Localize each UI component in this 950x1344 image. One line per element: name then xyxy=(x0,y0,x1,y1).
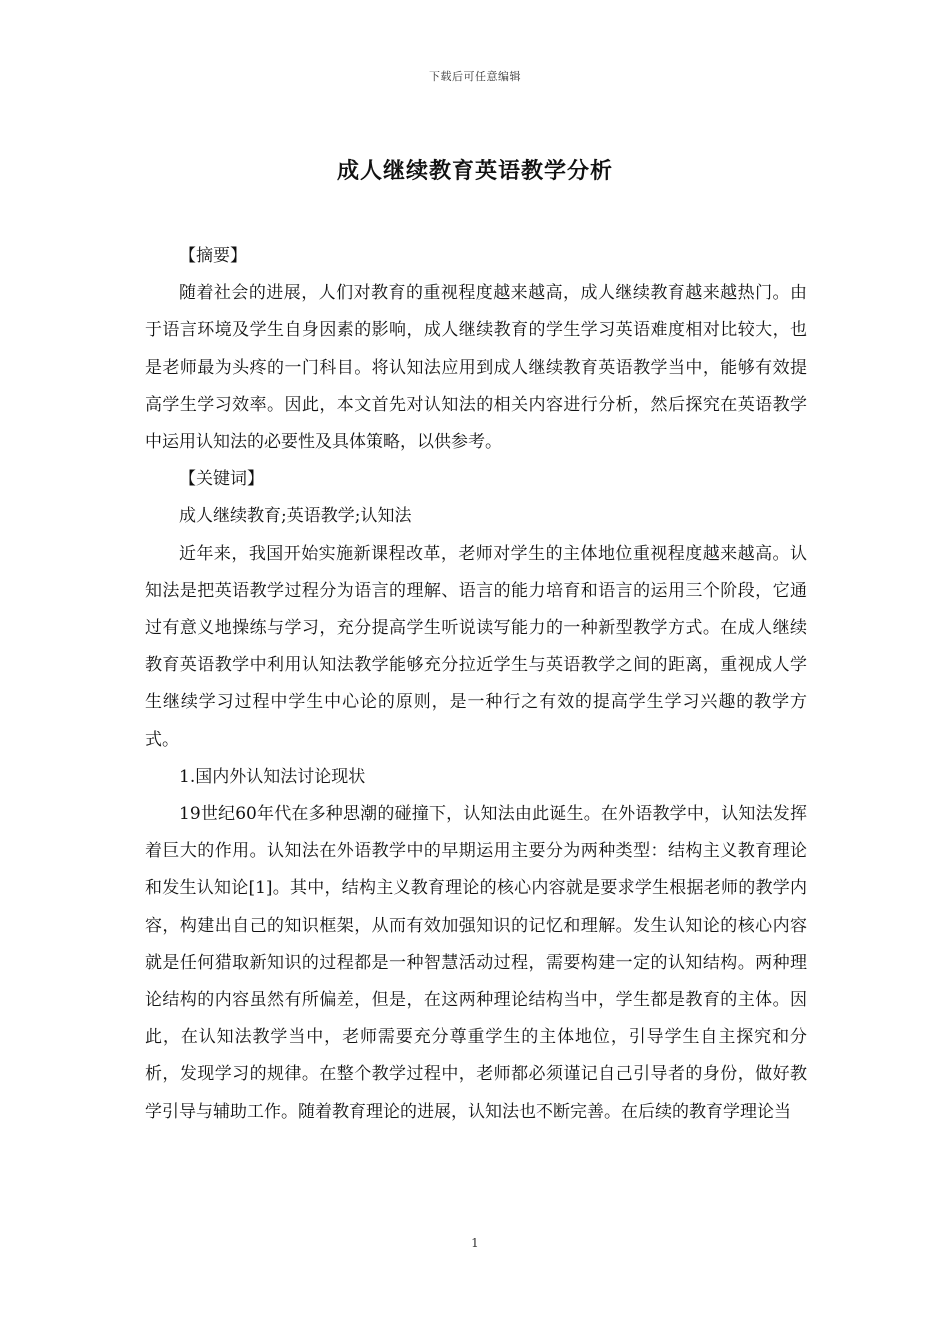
abstract-paragraph: 随着社会的进展，人们对教育的重视程度越来越高，成人继续教育越来越热门。由于语言环境及学生自身因素的影响，成人继续教育的学生学习英语难度相对比较大，也是老师最为头疼的一门科目。将认知法应用到成人继续教育英语教学当中，能够有效提高学生学习效率。因此，本文首先对认知法的相关内容进行分析，然后探究在英语教学中运用认知法的必要性及具体策略，以供参考。 xyxy=(145,283,807,453)
section1-paragraph: 19世纪60年代在多种思潮的碰撞下，认知法由此诞生。在外语教学中，认知法发挥着巨大的作用。认知法在外语教学中的早期运用主要分为两种类型：结构主义教育理论和发生认知论[1]。其中，结构主义教育理论的核心内容就是要求学生根据老师的教学内容，构建出自己的知识框架，从而有效加强知识的记忆和理解。发生认知论的核心内容就是任何猎取新知识的过程都是一种智慧活动过程，需要构建一定的认知结构。两种理论结构的内容虽然有所偏差，但是，在这两种理论结构当中，学生都是教育的主体。因此，在认知法教学当中，老师需要充分尊重学生的主体地位，引导学生自主探究和分析，发现学习的规律。在整个教学过程中，老师都必须谨记自己引导者的身份，做好教学引导与辅助工作。随着教育理论的进展，认知法也不断完善。在后续的教育学理论当 xyxy=(145,804,807,1122)
section1-heading: 1.国内外认知法讨论现状 xyxy=(179,766,366,787)
header-note: 下载后可任意编辑 xyxy=(429,70,521,83)
keywords-paragraph: 成人继续教育;英语教学;认知法 xyxy=(179,506,412,527)
page-number: 1 xyxy=(471,1236,479,1250)
document-title: 成人继续教育英语教学分析 xyxy=(336,158,613,184)
abstract-heading: 【摘要】 xyxy=(179,246,247,266)
document-body xyxy=(145,238,807,1131)
keywords-heading: 【关键词】 xyxy=(179,469,264,490)
intro-paragraph: 近年来，我国开始实施新课程改革，老师对学生的主体地位重视程度越来越高。认知法是把英语教学过程分为语言的理解、语言的能力培育和语言的运用三个阶段，它通过有意义地操练与学习，充分提高学生听说读写能力的一种新型教学方式。在成人继续教育英语教学中利用认知法教学能够充分拉近学生与英语教学之间的距离，重视成人学生继续学习过程中学生中心论的原则，是一种行之有效的提高学生学习兴趣的教学方式。 xyxy=(145,543,807,750)
